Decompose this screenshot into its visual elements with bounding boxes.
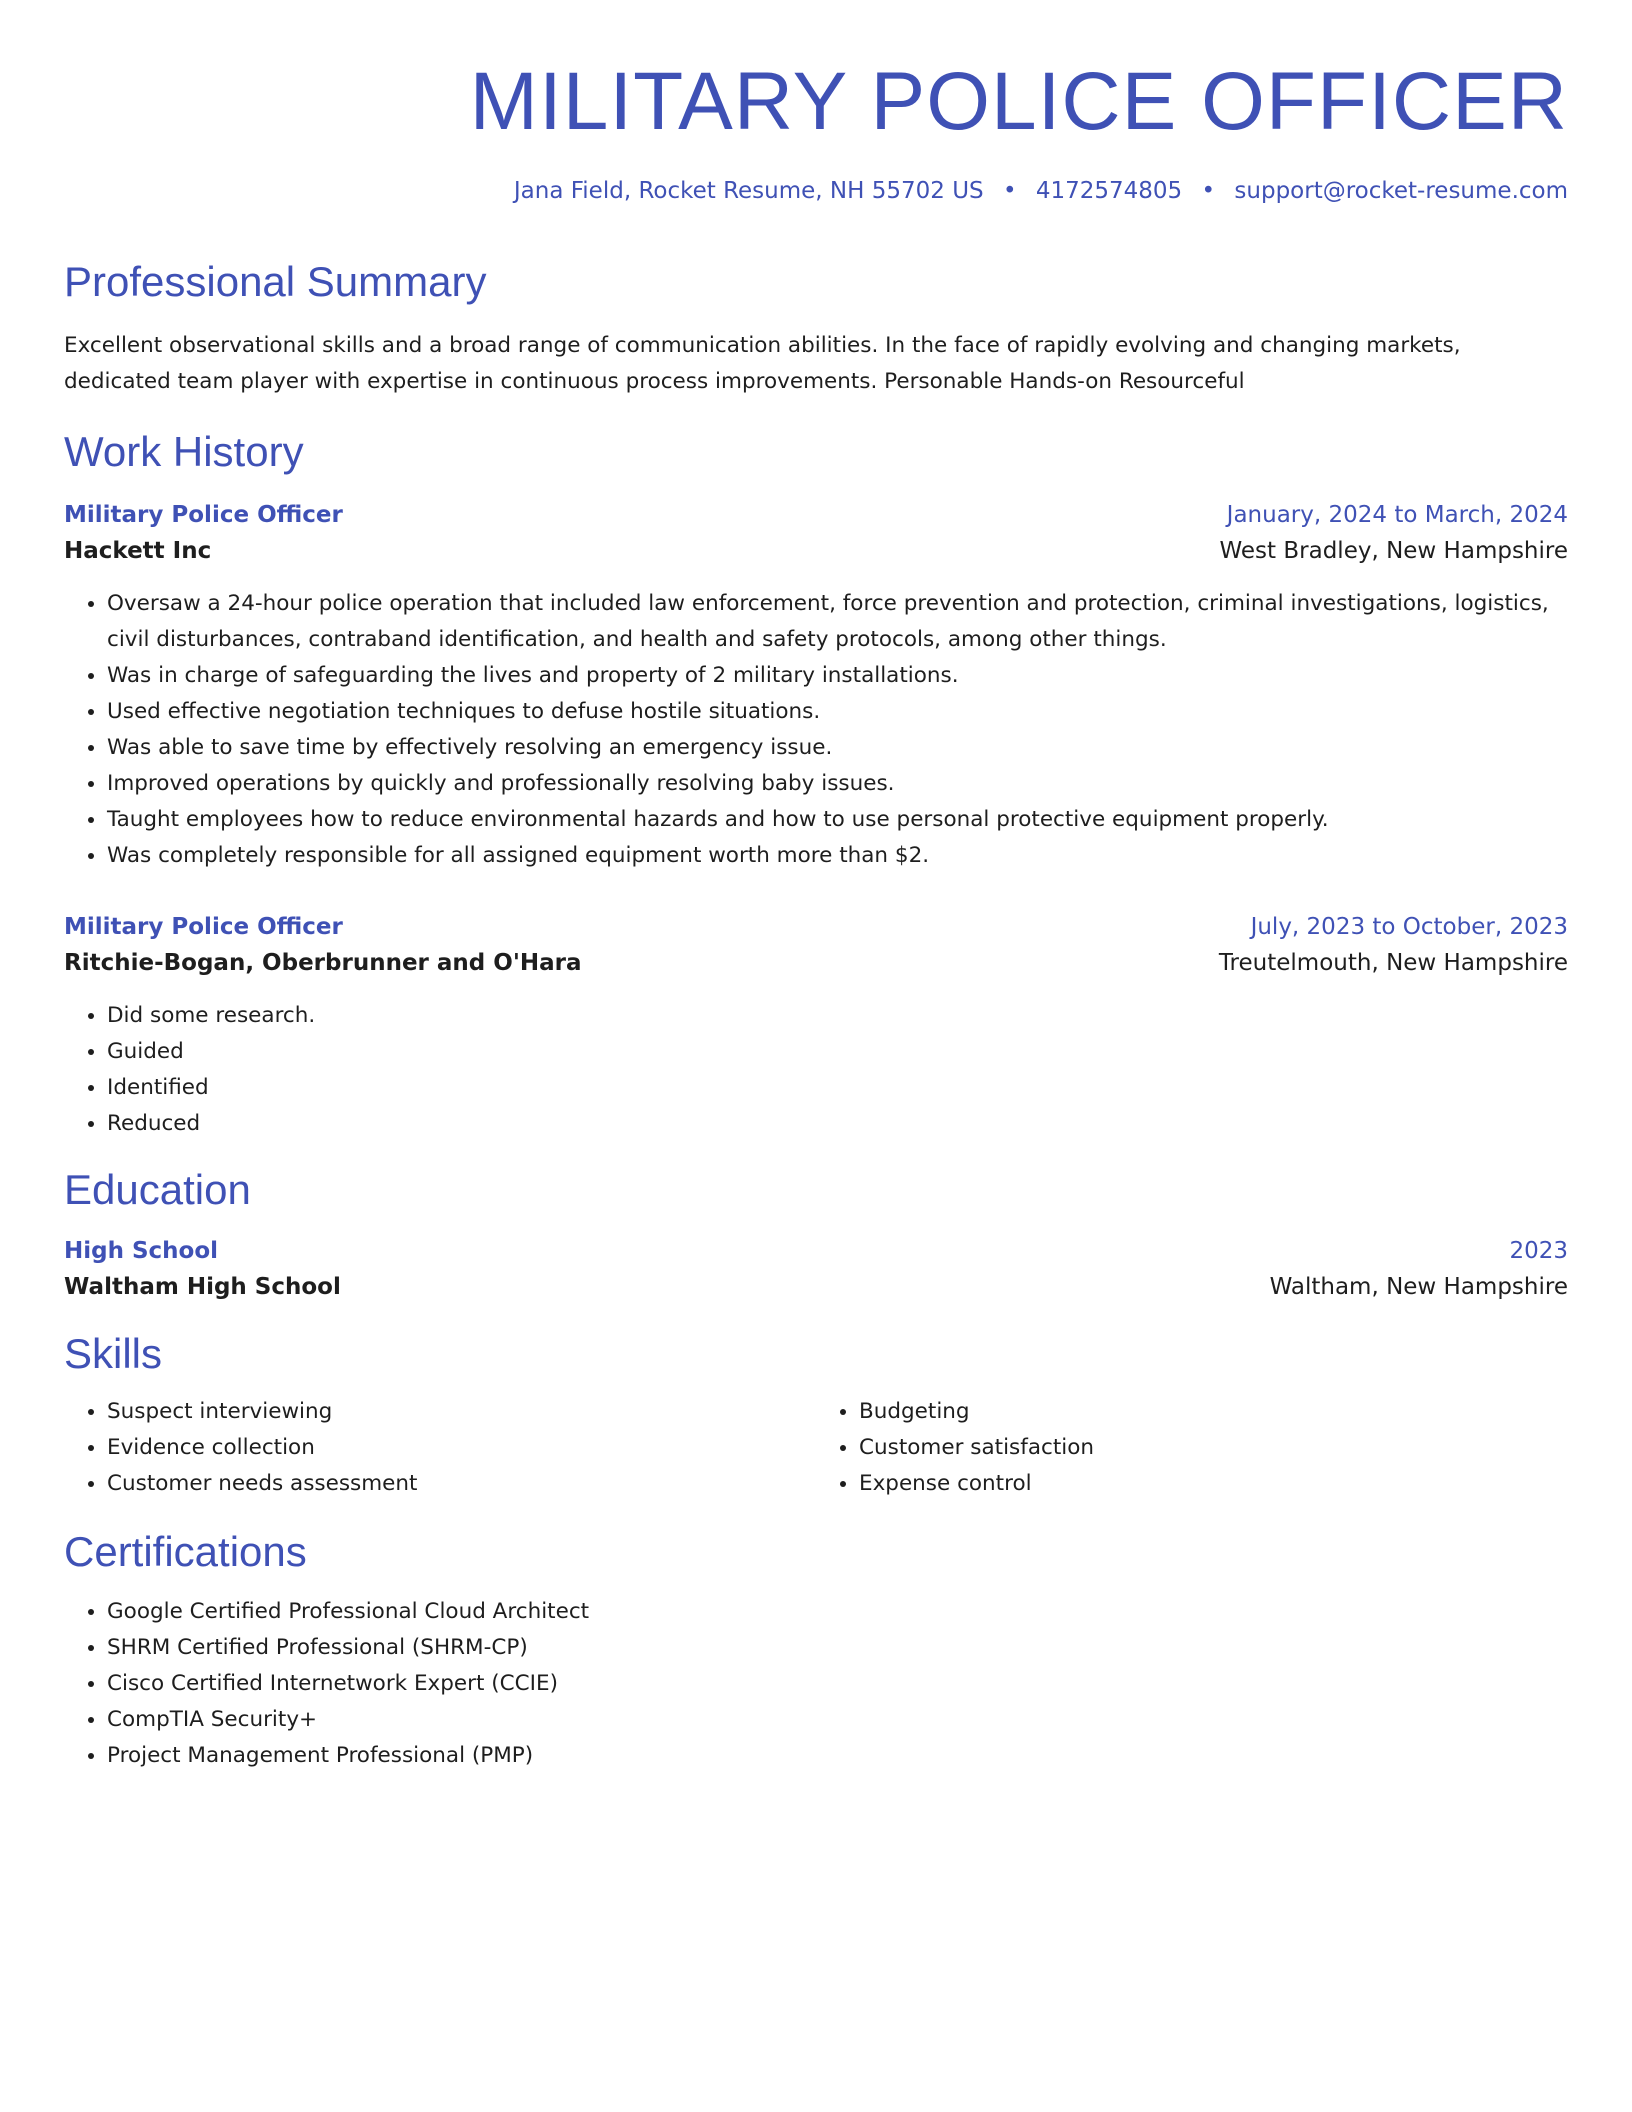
education-year: 2023 — [1509, 1238, 1568, 1264]
job-bullet: • Taught employees how to reduce environmental hazards and how to use personal protective equipment properly. — [107, 802, 1568, 838]
job-header-row — [64, 910, 1568, 944]
skill-item: • Customer needs assessment — [107, 1466, 816, 1502]
skill-item: • Suspect interviewing — [107, 1394, 816, 1430]
education-entry — [64, 1234, 1568, 1306]
contact-separator: • — [1201, 178, 1216, 204]
job-role: Military Police Officer — [64, 914, 343, 940]
job-bullet: • Reduced — [107, 1106, 1568, 1142]
job-bullet: • Identified — [107, 1070, 1568, 1106]
skill-item: • Expense control — [859, 1466, 1568, 1502]
education-heading: Education — [64, 1166, 251, 1213]
skills-heading: Skills — [64, 1330, 163, 1377]
certification-item: • Project Management Professional (PMP) — [107, 1738, 1568, 1774]
job-role: Military Police Officer — [64, 502, 343, 528]
resume-title: MILITARY POLICE OFFICER — [469, 56, 1568, 147]
skills-list-right — [816, 1394, 1568, 1502]
certification-item: • Google Certified Professional Cloud Architect — [107, 1594, 1568, 1630]
job-bullet: • Improved operations by quickly and professionally resolving baby issues. — [107, 766, 1568, 802]
job-entry — [64, 498, 1568, 874]
job-company-row — [64, 532, 1568, 570]
resume-header — [64, 52, 1568, 206]
job-dates: January, 2024 to March, 2024 — [1226, 502, 1568, 528]
certifications-heading: Certifications — [64, 1528, 307, 1575]
job-bullet: • Guided — [107, 1034, 1568, 1070]
skill-item: • Evidence collection — [107, 1430, 816, 1466]
education-degree: High School — [64, 1238, 219, 1264]
skills-grid — [64, 1394, 1568, 1502]
job-location: West Bradley, New Hampshire — [1219, 538, 1568, 564]
job-bullets — [64, 586, 1568, 874]
certifications-list — [64, 1594, 1568, 1774]
certification-item: • Cisco Certified Internetwork Expert (CCIE) — [107, 1666, 1568, 1702]
education-school: Waltham High School — [64, 1274, 341, 1300]
job-entry — [64, 910, 1568, 1142]
contact-phone: 4172574805 — [1035, 178, 1183, 204]
contact-address: Jana Field, Rocket Resume, NH 55702 US — [513, 178, 984, 204]
job-location: Treutelmouth, New Hampshire — [1218, 950, 1568, 976]
certification-item: • CompTIA Security+ — [107, 1702, 1568, 1738]
job-header-row — [64, 498, 1568, 532]
job-bullet: • Was able to save time by effectively resolving an emergency issue. — [107, 730, 1568, 766]
work-history-heading: Work History — [64, 428, 304, 475]
job-bullet: • Was in charge of safeguarding the lives and property of 2 military installations. — [107, 658, 1568, 694]
summary-heading: Professional Summary — [64, 258, 487, 305]
job-bullet: • Oversaw a 24-hour police operation that included law enforcement, force prevention and protection, criminal investigations, logistics, civil disturbances, contraband identification, and health and safety protocols, among other things. — [107, 586, 1568, 658]
job-company: Ritchie-Bogan, Oberbrunner and O'Hara — [64, 950, 582, 976]
skills-list-left — [64, 1394, 816, 1502]
job-company: Hackett Inc — [64, 538, 212, 564]
certification-item: • SHRM Certified Professional (SHRM-CP) — [107, 1630, 1568, 1666]
contact-separator: • — [1002, 178, 1017, 204]
contact-line — [64, 176, 1568, 206]
skill-item: • Customer satisfaction — [859, 1430, 1568, 1466]
skill-item: • Budgeting — [859, 1394, 1568, 1430]
education-school-row — [64, 1268, 1568, 1306]
job-bullets — [64, 998, 1568, 1142]
job-company-row — [64, 944, 1568, 982]
job-bullet: • Was completely responsible for all assigned equipment worth more than $2. — [107, 838, 1568, 874]
job-dates: July, 2023 to October, 2023 — [1250, 914, 1568, 940]
contact-email: support@rocket-resume.com — [1234, 178, 1568, 204]
job-bullet: • Did some research. — [107, 998, 1568, 1034]
education-location: Waltham, New Hampshire — [1269, 1274, 1568, 1300]
job-bullet: • Used effective negotiation techniques to defuse hostile situations. — [107, 694, 1568, 730]
education-header-row — [64, 1234, 1568, 1268]
summary-text: Excellent observational skills and a broad range of communication abilities. In the face of rapidly evolving and changing markets, dedicated team player with expertise in continuous process improvements. Personable Hands-on Resourceful — [64, 333, 1461, 394]
